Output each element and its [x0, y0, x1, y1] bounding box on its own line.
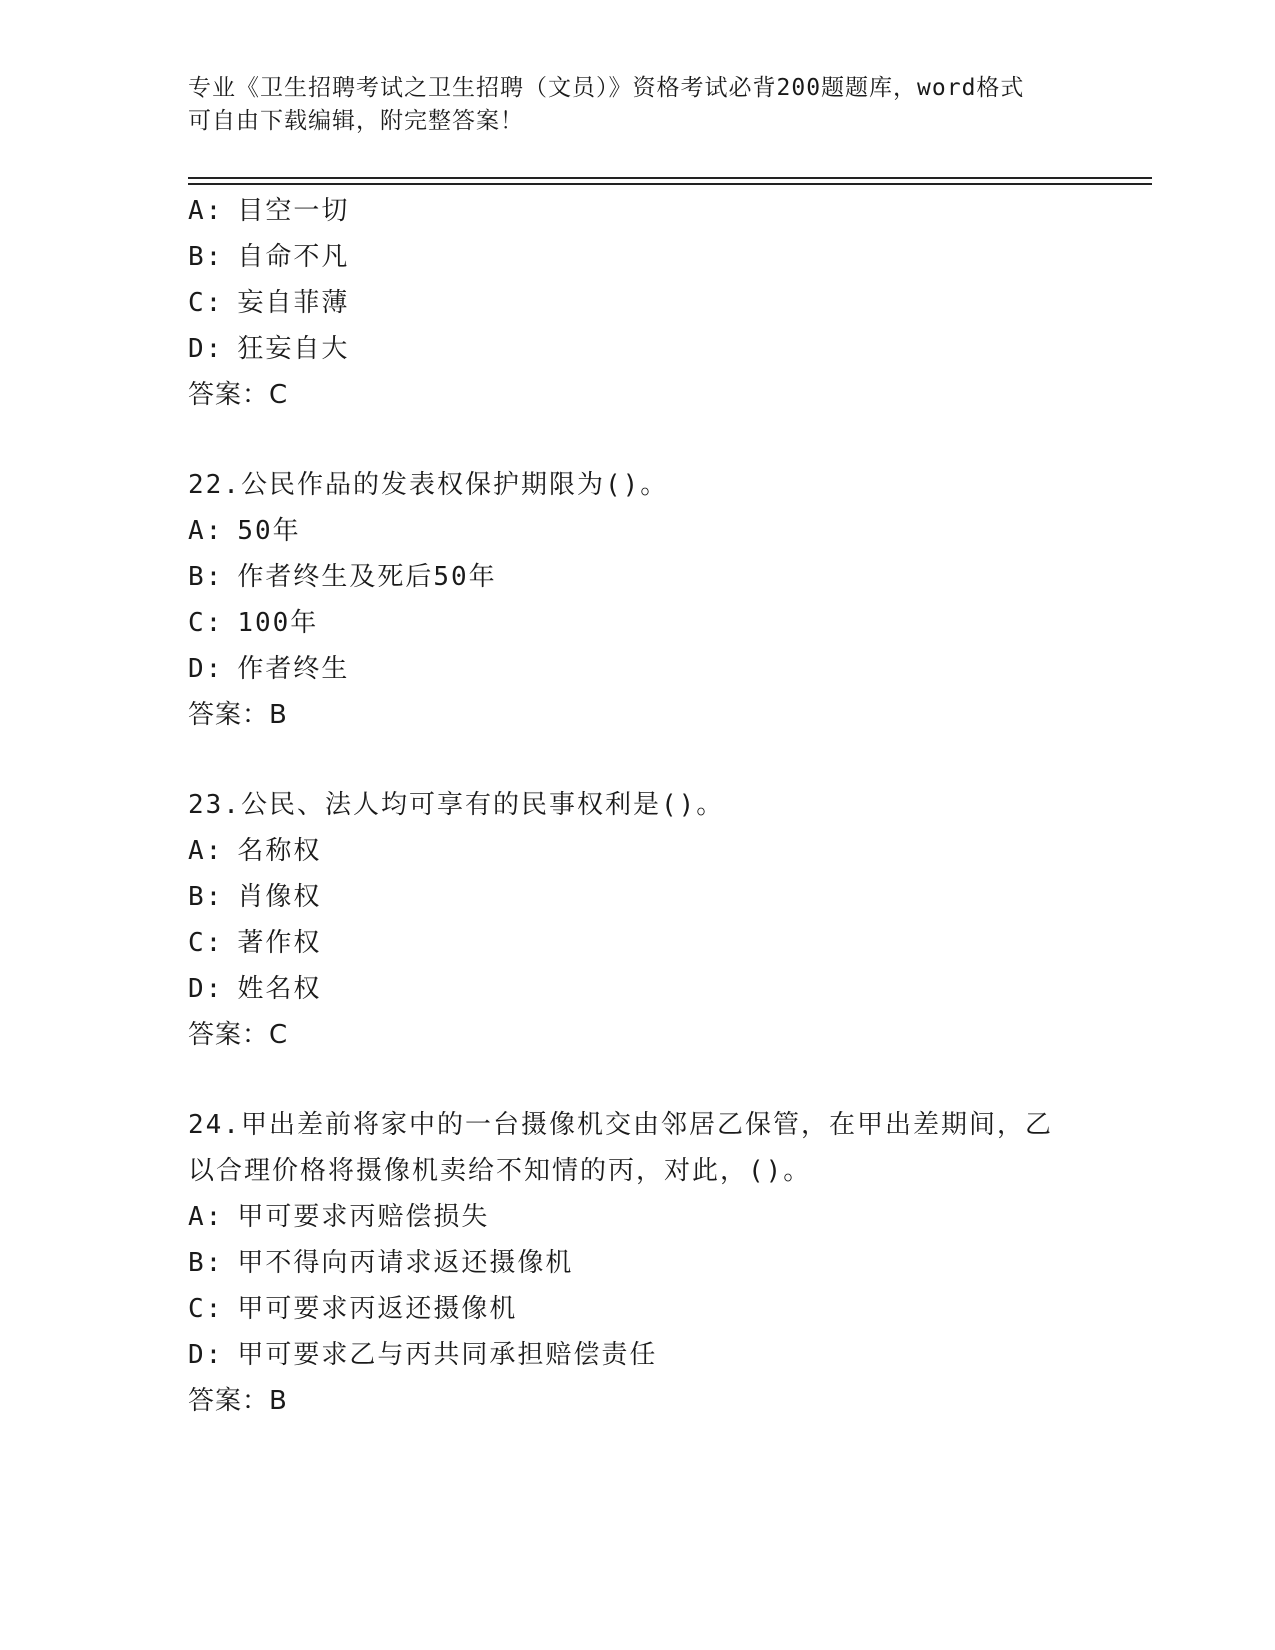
option-d: [188, 326, 1128, 372]
option-letter: C:: [188, 1294, 224, 1324]
option-letter: A:: [188, 1202, 224, 1232]
option-letter: B:: [188, 1248, 224, 1278]
option-text: 目空一切: [237, 196, 350, 226]
option-letter: C:: [188, 928, 224, 958]
option-letter: A:: [188, 516, 224, 546]
option-b: [188, 1240, 1128, 1286]
option-c: [188, 1286, 1128, 1332]
option-letter: D:: [188, 974, 224, 1004]
spacer: [188, 418, 1128, 462]
option-letter: B:: [188, 242, 224, 272]
option-letter: B:: [188, 882, 224, 912]
answer-value: C: [269, 1020, 289, 1050]
option-d: [188, 1332, 1128, 1378]
option-a: [188, 1194, 1128, 1240]
answer-line: [188, 1378, 1128, 1424]
question-stem-line-1: 24.甲出差前将家中的一台摄像机交由邻居乙保管，在甲出差期间，乙: [188, 1110, 1053, 1140]
option-b: [188, 554, 1128, 600]
question-block-continued: [188, 188, 1128, 418]
option-letter: C:: [188, 288, 224, 318]
question-block-22: [188, 462, 1128, 738]
header-title-line-2: 可自由下载编辑，附完整答案！: [188, 108, 524, 134]
header-divider-top: [188, 177, 1152, 179]
option-text: 著作权: [237, 928, 322, 958]
option-text: 妄自菲薄: [237, 288, 350, 318]
option-text: 100年: [237, 608, 319, 638]
question-stem-line-2: 以合理价格将摄像机卖给不知情的丙，对此，()。: [188, 1156, 812, 1186]
option-b: [188, 234, 1128, 280]
option-letter: C:: [188, 608, 224, 638]
answer-label: 答案：: [188, 700, 270, 730]
answer-value: C: [269, 380, 289, 410]
option-text: 作者终生及死后50年: [237, 562, 497, 592]
answer-line: [188, 1012, 1128, 1058]
option-text: 作者终生: [237, 654, 350, 684]
option-text: 甲可要求乙与丙共同承担赔偿责任: [237, 1340, 658, 1370]
answer-label: 答案：: [188, 1020, 270, 1050]
option-a: [188, 188, 1128, 234]
option-text: 名称权: [237, 836, 322, 866]
option-letter: B:: [188, 562, 224, 592]
option-letter: A:: [188, 196, 224, 226]
answer-line: [188, 372, 1128, 418]
question-block-24: [188, 1102, 1128, 1424]
answer-value: B: [269, 700, 288, 730]
option-letter: A:: [188, 836, 224, 866]
answer-label: 答案：: [188, 380, 270, 410]
answer-label: 答案：: [188, 1386, 270, 1416]
option-text: 肖像权: [237, 882, 322, 912]
question-stem: 23.公民、法人均可享有的民事权利是()。: [188, 790, 725, 820]
option-letter: D:: [188, 654, 224, 684]
option-d: [188, 966, 1128, 1012]
spacer: [188, 738, 1128, 782]
header-title-line-1: 专业《卫生招聘考试之卫生招聘（文员）》资格考试必背200题题库，word格式: [188, 75, 1025, 101]
header-divider-bottom: [188, 183, 1152, 185]
option-text: 甲可要求丙返还摄像机: [237, 1294, 518, 1324]
option-text: 自命不凡: [237, 242, 350, 272]
option-b: [188, 874, 1128, 920]
option-text: 甲可要求丙赔偿损失: [237, 1202, 490, 1232]
option-text: 姓名权: [237, 974, 322, 1004]
option-d: [188, 646, 1128, 692]
option-text: 狂妄自大: [237, 334, 350, 364]
option-text: 甲不得向丙请求返还摄像机: [237, 1248, 574, 1278]
option-c: [188, 280, 1128, 326]
option-text: 50年: [237, 516, 301, 546]
option-c: [188, 920, 1128, 966]
answer-line: [188, 692, 1128, 738]
answer-value: B: [269, 1386, 288, 1416]
option-a: [188, 828, 1128, 874]
option-letter: D:: [188, 334, 224, 364]
question-block-23: [188, 782, 1128, 1058]
question-stem: 22.公民作品的发表权保护期限为()。: [188, 470, 669, 500]
option-letter: D:: [188, 1340, 224, 1370]
option-a: [188, 508, 1128, 554]
question-list: [188, 188, 1128, 1424]
spacer: [188, 1058, 1128, 1102]
document-header: [188, 72, 1088, 138]
option-c: [188, 600, 1128, 646]
